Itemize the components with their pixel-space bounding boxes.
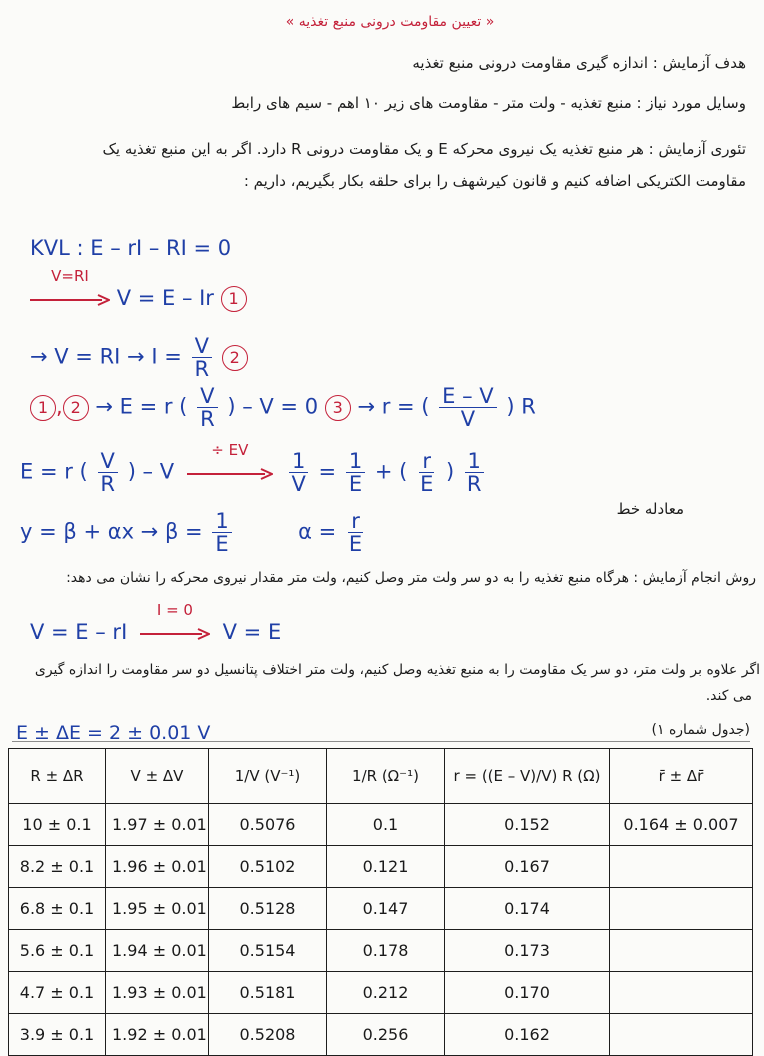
cell-r: 10 ± 0.1: [9, 804, 106, 846]
equation-r-pre: → r = (: [357, 394, 430, 419]
equation-tag-ref-2: 2: [63, 395, 89, 421]
cell-r-mean: [610, 1014, 753, 1056]
fraction-e-minus-v-over-v: $\frac{E - V}{V}$: [439, 385, 497, 430]
table-row: [9, 846, 753, 888]
cell-v: 1.95 ± 0.01: [106, 888, 209, 930]
equation-line-5: [20, 440, 488, 497]
plus-sign: + (: [374, 459, 408, 484]
header-r: R ± ΔR: [9, 749, 106, 804]
equation-tag-3: 3: [325, 395, 351, 421]
cell-v: 1.94 ± 0.01: [106, 930, 209, 972]
table-caption: (جدول شماره ۱): [651, 722, 750, 738]
equation-v-e: V = E: [222, 620, 282, 644]
equation-e-r-pre: → E = r (: [95, 394, 188, 419]
cell-r-internal: 0.170: [445, 972, 610, 1014]
equation-i-label: I =: [151, 344, 182, 369]
equation-e-post: ) – V: [127, 459, 175, 484]
cell-r: 8.2 ± 0.1: [9, 846, 106, 888]
cell-r-mean: [610, 846, 753, 888]
cell-inv-r: 0.256: [327, 1014, 445, 1056]
table-row: [9, 972, 753, 1014]
cell-inv-r: 0.147: [327, 888, 445, 930]
fraction-v-over-r-3: $\frac{V}{R}$: [97, 450, 118, 495]
page-title: « تعیین مقاومت درونی منبع تغذیه »: [285, 14, 495, 30]
cell-inv-v: 0.5128: [209, 888, 327, 930]
cell-r: 6.8 ± 0.1: [9, 888, 106, 930]
table-row: [9, 1014, 753, 1056]
cell-inv-r: 0.212: [327, 972, 445, 1014]
table-row: [9, 930, 753, 972]
cell-inv-r: 0.121: [327, 846, 445, 888]
fraction-v-over-r: $\frac{V}{R}$: [191, 335, 212, 380]
goal-text: هدف آزمایش : اندازه گیری مقاومت درونی منبع تغذیه: [412, 54, 746, 72]
fraction-1-over-e: $\frac{1}{E}$: [346, 450, 365, 495]
method-text-3: می کند.: [705, 688, 752, 704]
cell-v: 1.97 ± 0.01: [106, 804, 209, 846]
method-text: روش انجام آزمایش : هرگاه منبع تغذیه را به دو سر ولت متر وصل کنیم، ولت متر مقدار نیروی محرکه را نشان می دهد:: [66, 570, 756, 586]
paren-close: ): [446, 459, 455, 484]
cell-r-internal: 0.174: [445, 888, 610, 930]
cell-r: 3.9 ± 0.1: [9, 1014, 106, 1056]
theory-line-1: تئوری آزمایش : هر منبع تغذیه یک نیروی محرکه E و یک مقاومت درونی R دارد. اگر به این منبع تغذیه یک: [102, 140, 746, 158]
method-text-2: اگر علاوه بر ولت متر، دو سر یک مقاومت را به منبع تغذیه وصل کنیم، ولت متر اختلاف پتانسیل دو سر مقاومت را اندازه گیری: [34, 662, 760, 678]
fraction-r-over-e: $\frac{r}{E}$: [420, 449, 434, 497]
cell-r-internal: 0.162: [445, 1014, 610, 1056]
equation-v-ri: → V = RI →: [30, 344, 145, 369]
header-r-internal: r = ((E – V)/V) R (Ω): [445, 749, 610, 804]
fraction-beta: $\frac{1}{E}$: [212, 510, 231, 555]
equation-v-e-ir: V = E – Ir: [116, 286, 214, 310]
equation-line-4: 1 , 2 → E = r ( $\frac{V}{R}$ ) – V = 0 3 → r = ( $\frac{E - V}{V}$ ) R: [30, 385, 536, 430]
cell-inv-r: 0.1: [327, 804, 445, 846]
equation-v-e-ri: V = E – rI: [30, 620, 128, 644]
equation-e-r-post: ) – V = 0: [227, 394, 319, 419]
arrow-over-label: V=RI: [51, 267, 89, 285]
cell-inv-v: 0.5102: [209, 846, 327, 888]
cell-r-internal: 0.173: [445, 930, 610, 972]
cell-r: 5.6 ± 0.1: [9, 930, 106, 972]
header-inv-v: 1/V (V⁻¹): [209, 749, 327, 804]
cell-inv-v: 0.5076: [209, 804, 327, 846]
equation-tag-1: 1: [221, 286, 247, 312]
data-table: [8, 748, 753, 1056]
table-row: [9, 888, 753, 930]
fraction-alpha: $\frac{r}{E}$: [348, 509, 363, 557]
fraction-1-over-v: $\frac{1}{V}$: [288, 450, 308, 495]
line-equation-label: معادله خط: [616, 500, 684, 518]
e-value: E ± ΔE = 2 ± 0.01 V: [16, 722, 211, 744]
cell-r-mean: [610, 888, 753, 930]
header-r-mean: r̄ ± Δr̄: [610, 749, 753, 804]
equipment-text: وسایل مورد نیاز : منبع تغذیه - ولت متر - مقاومت های زیر ۱۰ اهم - سیم های رابط: [231, 94, 746, 112]
equation-line-3: [30, 335, 248, 380]
fraction-v-over-r-2: $\frac{V}{R}$: [197, 385, 218, 430]
header-inv-r: 1/R (Ω⁻¹): [327, 749, 445, 804]
equation-line-7: [30, 601, 282, 645]
cell-inv-v: 0.5181: [209, 972, 327, 1014]
cell-inv-r: 0.178: [327, 930, 445, 972]
equals-sign: =: [318, 459, 337, 484]
arrow-over-i-zero: I = 0: [156, 601, 193, 619]
header-v: V ± ΔV: [106, 749, 209, 804]
cell-v: 1.93 ± 0.01: [106, 972, 209, 1014]
arrow-i-zero: [140, 601, 210, 645]
kvl-equation: KVL : E – rI – RI = 0: [30, 236, 232, 260]
equation-line-2: [30, 267, 247, 312]
cell-inv-v: 0.5208: [209, 1014, 327, 1056]
equation-e-pre: E = r (: [20, 459, 88, 484]
arrow-over-divide: ÷ EV: [211, 440, 249, 459]
alpha-label: α =: [298, 519, 337, 544]
linear-equation: y = β + αx → β =: [20, 519, 203, 544]
cell-v: 1.96 ± 0.01: [106, 846, 209, 888]
equation-line-6: [20, 510, 368, 555]
cell-r-internal: 0.167: [445, 846, 610, 888]
cell-r: 4.7 ± 0.1: [9, 972, 106, 1014]
equation-r-post: ) R: [506, 394, 536, 419]
cell-r-mean: [610, 972, 753, 1014]
arrow-v-eq-ri: [30, 267, 110, 311]
arrow-divide-ev: [187, 440, 273, 485]
divider-line: [12, 741, 750, 742]
fraction-1-over-r: $\frac{1}{R}$: [464, 450, 485, 495]
equation-tag-2: 2: [222, 345, 248, 371]
cell-inv-v: 0.5154: [209, 930, 327, 972]
table-header-row: [9, 749, 753, 804]
cell-v: 1.92 ± 0.01: [106, 1014, 209, 1056]
theory-line-2: مقاومت الکتریکی اضافه کنیم و قانون کیرشهف را برای حلقه بکار بگیریم، داریم :: [243, 172, 746, 190]
cell-r-mean: [610, 930, 753, 972]
equation-tag-ref-1: 1: [30, 395, 56, 421]
cell-r-internal: 0.152: [445, 804, 610, 846]
cell-r-mean: 0.164 ± 0.007: [610, 804, 753, 846]
table-row: [9, 804, 753, 846]
